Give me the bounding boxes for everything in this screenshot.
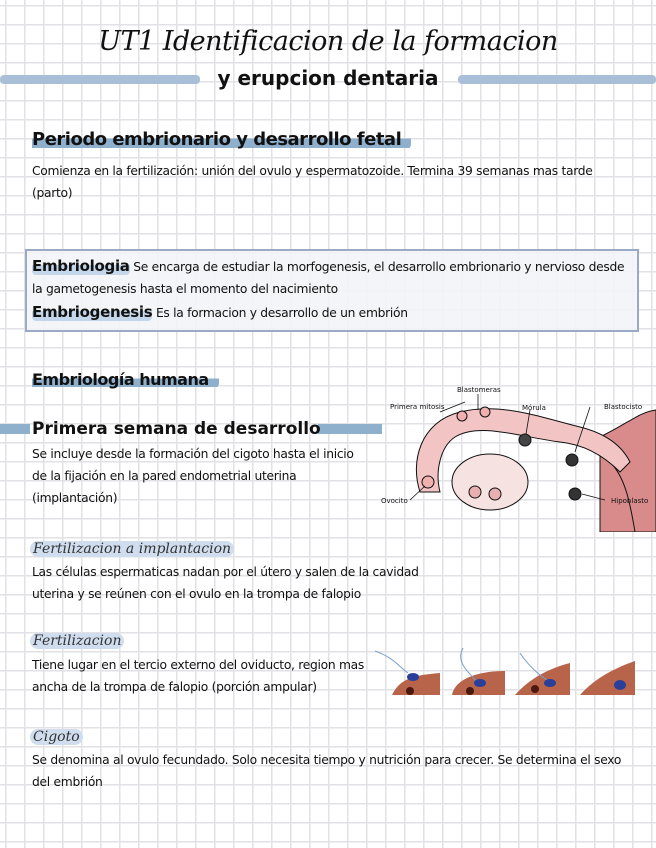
heading-fertilizacion: Fertilizacion bbox=[30, 630, 124, 649]
section-heading-periodo: Periodo embrionario y desarrollo fetal bbox=[32, 129, 411, 150]
term-embriogenesis: Embriogenesis bbox=[32, 303, 153, 321]
primera-semana-text: Se incluye desde la formación del cigoto hasta el inicio de la fijación en la pared endometrial uterina (implantación) bbox=[32, 447, 354, 505]
page-subtitle: y erupcion dentaria bbox=[217, 66, 439, 90]
page-title: UT1 Identificacion de la formacion bbox=[98, 26, 558, 57]
fert-impl-text: Las células espermaticas nadan por el útero y salen de la cavidad uterina y se reúnen con el ovulo en la trompa de falopio bbox=[32, 565, 419, 601]
fertilization-illustrations bbox=[370, 643, 640, 698]
label-morula: Mórula bbox=[522, 404, 546, 412]
fertilization-stage-3 bbox=[515, 653, 570, 695]
cigoto-text: Se denomina al ovulo fecundado. Solo necesita tiempo y nutrición para crecer. Se determina el sexo del embrión bbox=[32, 753, 622, 789]
fertilization-stage-2 bbox=[452, 648, 505, 695]
subheading-bar-right bbox=[318, 424, 382, 434]
fertilization-stage-1 bbox=[375, 651, 440, 695]
section-heading-embriologia-humana: Embriología humana bbox=[32, 370, 219, 389]
heading-cigoto: Cigoto bbox=[30, 726, 83, 745]
label-primera-mitosis: Primera mitosis bbox=[390, 403, 445, 411]
definitions-box bbox=[25, 249, 639, 332]
label-blastomeras: Blastomeras bbox=[457, 386, 501, 394]
def-embriologia: Se encarga de estudiar la morfogenesis, el desarrollo embrionario y nervioso desde la gametogenesis hasta el momento del nacimiento bbox=[32, 260, 625, 296]
definition-embriogenesis bbox=[32, 301, 632, 324]
term-embriologia: Embriologia bbox=[32, 257, 130, 275]
heading-fertilizacion-implantacion: Fertilizacion a implantacion bbox=[30, 538, 234, 557]
fertilization-stage-4 bbox=[580, 661, 635, 695]
periodo-text: Comienza en la fertilización: unión del ovulo y espermatozoide. Termina 39 semanas mas tarde (parto) bbox=[32, 164, 593, 200]
subheading-primera-semana: Primera semana de desarrollo bbox=[32, 419, 321, 439]
label-blastocisto: Blastocisto bbox=[604, 403, 643, 411]
fertilizacion-text: Tiene lugar en el tercio externo del oviducto, region mas ancha de la trompa de falopio (porción ampular) bbox=[32, 658, 364, 694]
def-embriogenesis: Es la formacion y desarrollo de un embrión bbox=[155, 306, 408, 320]
label-hipoblasto: Hipoblasto bbox=[611, 497, 649, 505]
label-ovocito: Ovocito bbox=[381, 497, 408, 505]
definition-embriologia bbox=[32, 255, 632, 300]
subheading-bar-left bbox=[0, 424, 30, 434]
